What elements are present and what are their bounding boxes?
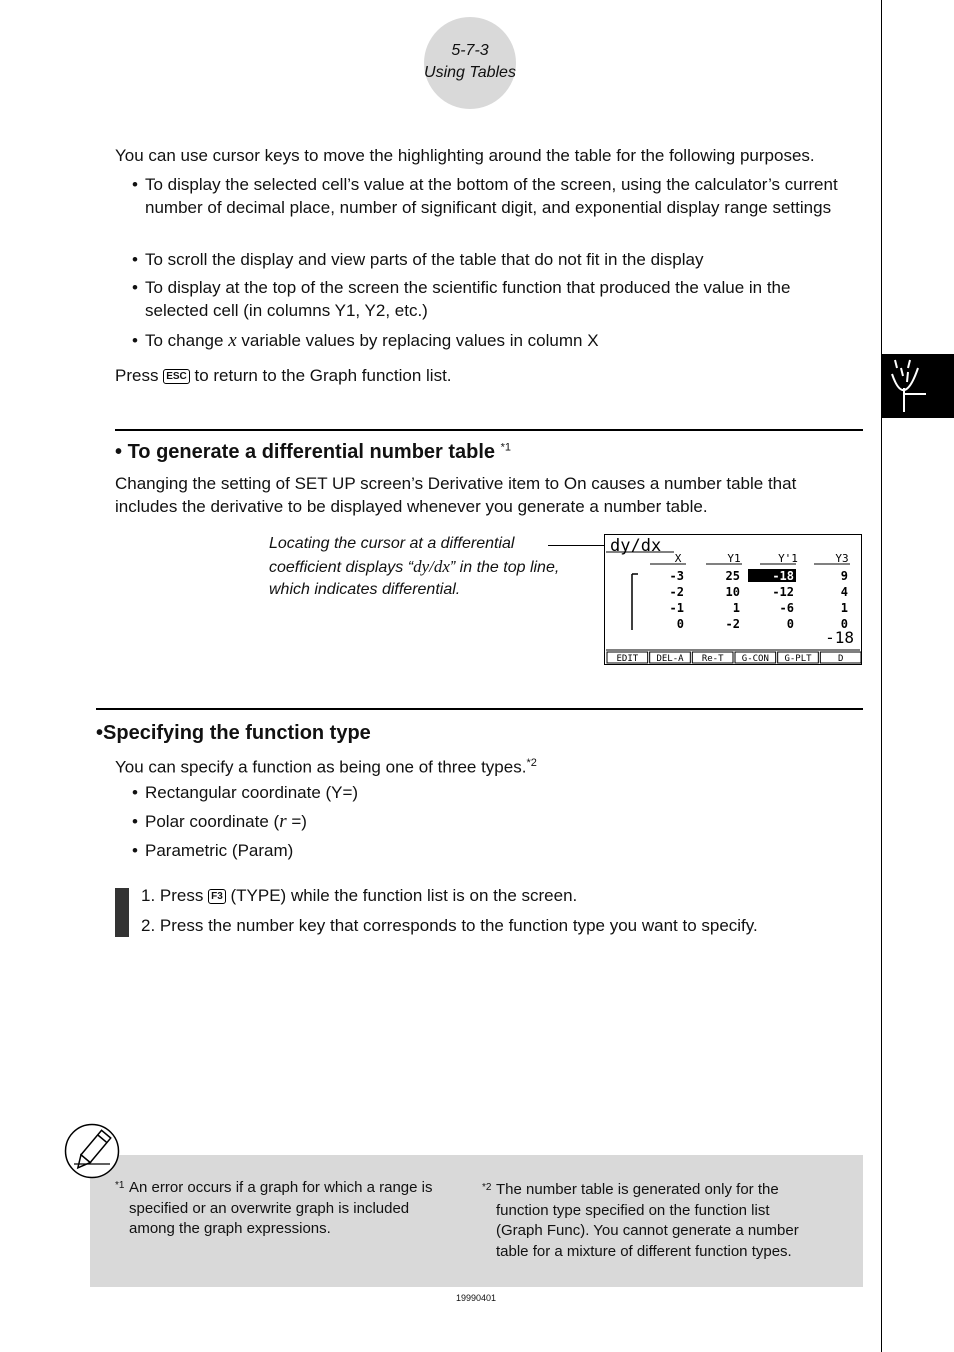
func-section-heading [96, 722, 796, 745]
screen-top-label: dy/dx [610, 536, 662, 556]
f3-key: F3 [208, 889, 226, 904]
dydx-math: dy/dx [413, 556, 450, 576]
diff-section-title: To generate a differential number table [127, 441, 496, 463]
table-cell: -1 [669, 601, 684, 615]
table-header-cell: Y1 [727, 552, 741, 565]
intro-lead: You can use cursor keys to move the highlighting around the table for the following purposes. [115, 146, 815, 165]
menu-label: D [837, 654, 844, 664]
bullet-glyph: • [96, 722, 104, 744]
bullet-text: To display the selected cell’s value at the bottom of the screen, using the calculator’s current number of decimal place, number of significant digit, and exponential display range settings [145, 175, 838, 217]
section-title: Using Tables [424, 64, 516, 81]
function-type-label: Polar coordinate ( [145, 812, 280, 831]
table-cell: -6 [779, 601, 794, 615]
bullet-text: variable values by replacing values in column X [241, 331, 599, 350]
table-cell: 0 [786, 617, 794, 631]
press-text: Press [115, 366, 159, 385]
table-cell: -12 [772, 585, 794, 599]
table-cell: -3 [669, 569, 684, 583]
caption-line: which indicates differential. [269, 581, 461, 598]
footnote-marker: *1 [115, 1180, 125, 1191]
bullet-text: To change [145, 331, 224, 350]
calculator-screen [604, 534, 862, 665]
table-cell: -2 [725, 617, 740, 631]
func-section-title: Specifying the function type [103, 722, 371, 744]
func-section-lead: You can specify a function as being one of three types.$^{*2}$ [115, 757, 537, 777]
table-cell: 25 [725, 569, 740, 583]
section-divider [96, 708, 863, 710]
footnote-2 [482, 1180, 857, 1263]
menu-label: G-PLT [784, 654, 812, 664]
diff-section-heading [115, 441, 815, 464]
note-ref: *2 [526, 757, 537, 769]
footnote-line: table for a mixture of different function types. [496, 1243, 792, 1261]
right-margin-rule [881, 0, 882, 1352]
press-text: to return to the Graph function list. [194, 366, 452, 385]
steps-marker-bar [115, 888, 129, 937]
step-2: 2. Press the number key that corresponds to the function type you want to specify. [141, 916, 758, 935]
calculator-display [604, 534, 862, 665]
footnote-line: (Graph Func). You cannot generate a number [496, 1222, 799, 1240]
footnote-line: function type specified on the function list [496, 1201, 770, 1219]
footnote-marker: *2 [482, 1182, 492, 1193]
note-ref: *1 [500, 441, 512, 454]
graph-mode-icon [882, 354, 954, 418]
function-type-label: Rectangular coordinate (Y=) [145, 783, 359, 802]
screen-caption [269, 533, 589, 602]
page-number: 5-7-3 [451, 42, 489, 59]
menu-label: EDIT [616, 654, 639, 664]
press-esc-line [115, 364, 815, 387]
footer-code: 19990401 [455, 1293, 497, 1303]
callout-leader-line [548, 545, 604, 546]
variable-r: r [279, 811, 287, 832]
pencil-note-icon [64, 1123, 120, 1179]
step-1: 1. Press F3 (TYPE) while the function list is on the screen. [141, 886, 578, 905]
table-header-cell: X [674, 552, 682, 565]
menu-label: Re-T [701, 654, 724, 664]
section-divider [115, 429, 863, 431]
selected-cell-value: -18 [825, 628, 854, 647]
table-cell: 9 [840, 569, 848, 583]
variable-x: x [228, 330, 237, 351]
footnote-line: The number table is generated only for the [496, 1181, 779, 1198]
chapter-tab [882, 354, 954, 418]
bullet-glyph: • [115, 441, 123, 463]
table-cell: 4 [840, 585, 848, 599]
footnote-line: An error occurs if a graph for which a range is [129, 1179, 433, 1196]
footnote-1 [115, 1178, 475, 1240]
bullet-text: To scroll the display and view parts of the table that do not fit in the display [145, 250, 704, 269]
table-cell: 1 [840, 601, 848, 615]
diff-section-body: Changing the setting of SET UP screen’s Derivative item to On causes a number table that includes the derivative to be displayed whenever you generate a number table. [115, 474, 797, 516]
menu-label: G-CON [741, 654, 769, 664]
table-header-cell: Y3 [835, 552, 849, 565]
table-cell: 10 [725, 585, 740, 599]
table-cell: 0 [840, 617, 848, 631]
table-cell: -2 [669, 585, 684, 599]
table-header-cell: Y'1 [778, 552, 798, 565]
esc-key: ESC [163, 369, 190, 384]
caption-line: coefficient displays “dy/dx” in the top line, [269, 556, 560, 576]
table-cell: 1 [732, 601, 740, 615]
bullet-text: To display at the top of the screen the scientific function that produced the value in the selected cell (in columns Y1, Y2, etc.) [145, 278, 791, 320]
function-type-label: Parametric (Param) [145, 841, 294, 860]
menu-label: DEL-A [656, 654, 684, 664]
footnote-line: specified or an overwrite graph is included [129, 1199, 410, 1217]
table-cell: -18 [772, 569, 794, 583]
table-cell: 0 [676, 617, 684, 631]
caption-line: Locating the cursor at a differential [269, 535, 515, 552]
footnote-line: among the graph expressions. [129, 1220, 331, 1238]
header-badge [424, 17, 516, 109]
